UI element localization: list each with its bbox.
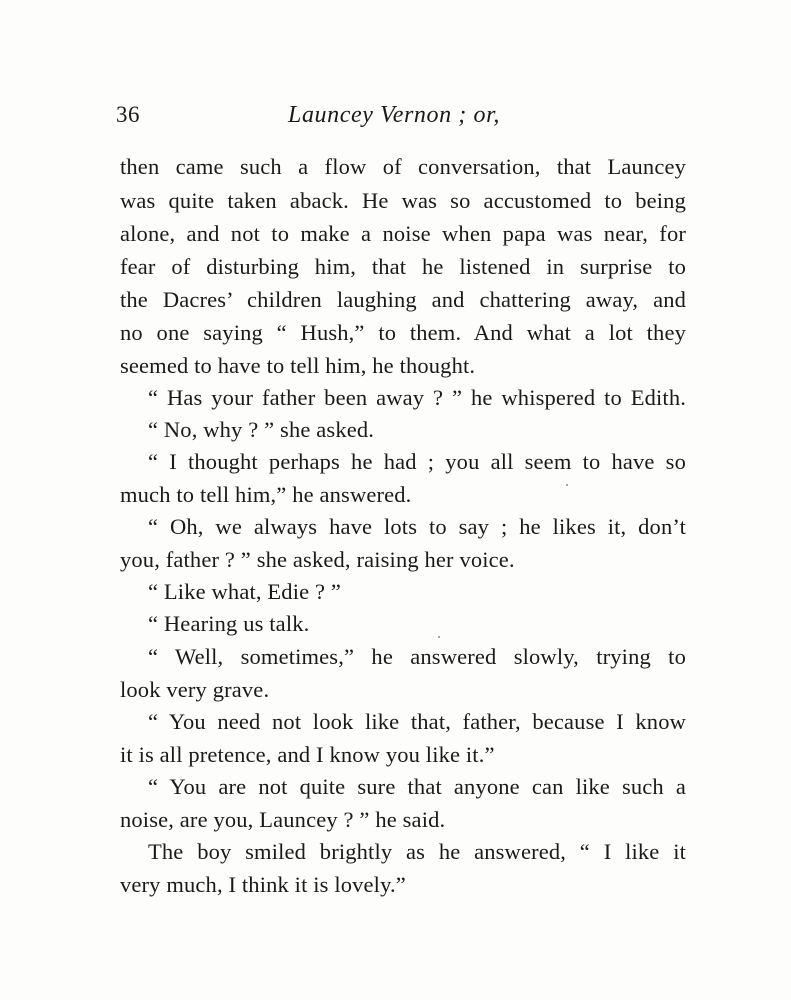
text-line: alone, and not to make a noise when papa was near, for (120, 221, 686, 246)
paper-speck (438, 636, 440, 638)
text-line: “ You need not look like that, father, because I know (148, 709, 686, 734)
text-line: look very grave. (120, 677, 270, 702)
text-line: “ I thought perhaps he had ; you all seem to have so (148, 449, 686, 474)
text-line: noise, are you, Launcey ? ” he said. (120, 807, 446, 832)
text-line: The boy smiled brightly as he answered, “ I like it (148, 839, 686, 864)
text-line: seemed to have to tell him, he thought. (120, 353, 476, 378)
text-line: the Dacres’ children laughing and chattering away, and (120, 287, 686, 312)
text-line: then came such a flow of conversation, that Launcey (120, 154, 686, 179)
text-line: “ No, why ? ” she asked. (148, 417, 375, 442)
text-line: “ Oh, we always have lots to say ; he likes it, don’t (148, 514, 686, 539)
running-title: Launcey Vernon ; or, (288, 102, 500, 128)
paper-speck (566, 484, 568, 486)
text-line: “ Like what, Edie ? ” (148, 579, 342, 604)
text-line: very much, I think it is lovely.” (120, 872, 406, 897)
text-line: “ Has your father been away ? ” he whispered to Edith. (148, 385, 686, 410)
text-line: fear of disturbing him, that he listened in surprise to (120, 254, 686, 279)
text-line: much to tell him,” he answered. (120, 482, 412, 507)
text-line: it is all pretence, and I know you like it.” (120, 742, 495, 767)
text-line: “ You are not quite sure that anyone can like such a (148, 774, 686, 799)
page-number: 36 (116, 102, 140, 127)
text-line: “ Well, sometimes,” he answered slowly, trying to (148, 644, 686, 669)
text-line: “ Hearing us talk. (148, 611, 310, 636)
text-line: you, father ? ” she asked, raising her voice. (120, 547, 515, 572)
text-line: no one saying “ Hush,” to them. And what a lot they (120, 320, 686, 345)
text-line: was quite taken aback. He was so accustomed to being (120, 188, 686, 213)
